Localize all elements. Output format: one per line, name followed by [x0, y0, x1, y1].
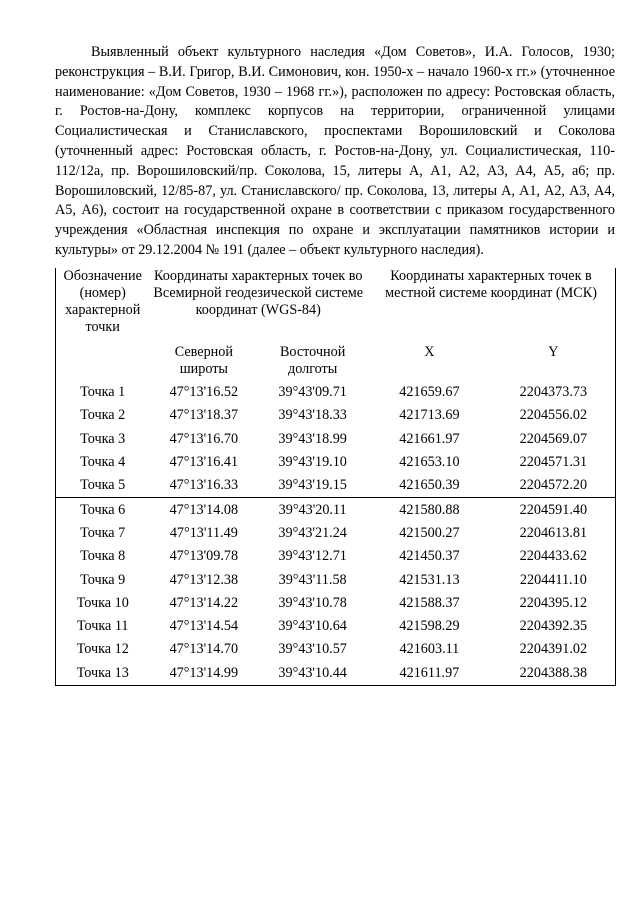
cell-x: 421500.27: [399, 524, 460, 541]
table-body: [56, 381, 616, 685]
cell-north: 47°13'16.52: [169, 384, 239, 401]
cell-x: 421580.88: [367, 498, 492, 522]
table-row: [56, 451, 616, 474]
cell-x: 421653.10: [399, 454, 460, 471]
cell-y: 2204569.07: [492, 428, 616, 451]
table-header-row: [56, 268, 616, 344]
cell-point: Точка 8: [56, 545, 150, 568]
cell-north: 47°13'16.70: [169, 430, 239, 447]
table-row: [56, 615, 616, 638]
cell-y: 2204391.02: [492, 638, 616, 661]
cell-east: 39°43'09.71: [278, 384, 347, 401]
header-msk: Координаты характерных точек в местной системе координат (МСК): [367, 268, 615, 344]
cell-north: 47°13'14.08: [149, 498, 258, 522]
cell-north: 47°13'11.49: [169, 524, 238, 541]
cell-north: 47°13'16.33: [169, 477, 239, 494]
cell-east: 39°43'19.10: [278, 454, 347, 471]
cell-y: 2204395.12: [492, 592, 616, 615]
cell-x: 421659.67: [399, 384, 460, 401]
cell-point: Точка 2: [56, 404, 150, 427]
table-row: [56, 522, 616, 545]
table-row: [56, 638, 616, 661]
cell-y: 2204433.62: [492, 545, 616, 568]
cell-east: 39°43'10.57: [278, 641, 347, 658]
cell-east: 39°43'12.71: [278, 548, 347, 565]
header-y: Y: [492, 344, 616, 381]
cell-y: 2204613.81: [492, 522, 616, 545]
header-north: Северной широты: [174, 344, 233, 377]
cell-east: 39°43'21.24: [278, 524, 347, 541]
cell-point: Точка 1: [56, 381, 150, 404]
cell-y: 2204411.10: [492, 568, 616, 591]
cell-point: Точка 6: [56, 498, 150, 522]
table-row: [56, 568, 616, 591]
cell-point: Точка 10: [56, 592, 150, 615]
coordinates-table: [55, 268, 616, 686]
header-x: X: [424, 344, 435, 360]
cell-y: 2204571.31: [492, 451, 616, 474]
cell-y: 2204556.02: [492, 404, 616, 427]
cell-point: Точка 5: [56, 474, 150, 498]
cell-x: 421661.97: [399, 430, 460, 447]
cell-east: 39°43'19.15: [278, 477, 347, 494]
table-row: [56, 545, 616, 568]
table-row: [56, 474, 616, 498]
cell-point: Точка 11: [56, 615, 150, 638]
cell-east: 39°43'18.33: [278, 407, 347, 424]
cell-north: 47°13'14.99: [149, 662, 258, 686]
cell-east: 39°43'10.78: [278, 594, 347, 611]
cell-y: 2204591.40: [492, 498, 616, 522]
cell-north: 47°13'14.22: [169, 594, 239, 611]
table-row: [56, 381, 616, 404]
cell-north: 47°13'12.38: [169, 571, 239, 588]
table-row: [56, 404, 616, 427]
cell-north: 47°13'18.37: [169, 407, 239, 424]
cell-y: 2204373.73: [492, 381, 616, 404]
cell-east: 39°43'20.11: [258, 498, 367, 522]
cell-north: 47°13'14.54: [169, 618, 239, 635]
header-east: Восточной долготы: [279, 344, 346, 377]
cell-point: Точка 3: [56, 428, 150, 451]
table-row: [56, 498, 616, 522]
cell-north: 47°13'14.70: [169, 641, 239, 658]
cell-point: Точка 12: [56, 638, 150, 661]
header-point-empty: [56, 344, 150, 381]
cell-y: 2204388.38: [492, 662, 616, 686]
cell-point: Точка 13: [56, 662, 150, 686]
cell-north: 47°13'16.41: [169, 454, 239, 471]
intro-paragraph: Выявленный объект культурного наследия «Дом Советов», И.А. Голосов, 1930; реконструкция – В.И. Григор, В.И. Симонович, кон. 1950-х – начало 1960-х гг.» (уточненное наименование: «Дом Советов, 1930 – 1968 гг.»), расположен по адресу: Ростовская область, г. Ростов-на-Дону, комплекс корпусов на территории, ограниченной улицами Социалистическая и Станиславского, проспектами Ворошиловский и Соколова (уточненный адрес: Ростовская область, г. Ростов-на-Дону, ул. Социалистическая, 110-112/12а, пр. Ворошиловский/пр. Соколова, 15, литеры А, А1, А2, А3, А4, А5, а6; пр. Ворошиловский, 12/85-87, ул. Станиславского/ пр. Соколова, 13, литеры А, А1, А2, А3, А4, А5, А6), состоит на государственной охране в соответствии с приказом государственного учреждения «Областная инспекция по охране и эксплуатации памятников истории и культуры» от 29.12.2004 № 191 (далее – объект культурного наследия).: [55, 44, 615, 258]
cell-east: 39°43'10.64: [278, 618, 347, 635]
table-subheader-row: [56, 344, 616, 381]
cell-east: 39°43'18.99: [278, 430, 347, 447]
cell-y: 2204392.35: [492, 615, 616, 638]
table-row: [56, 592, 616, 615]
cell-point: Точка 9: [56, 568, 150, 591]
cell-x: 421650.39: [399, 477, 460, 494]
table-row: [56, 428, 616, 451]
cell-east: 39°43'10.44: [258, 662, 367, 686]
cell-x: 421611.97: [367, 662, 492, 686]
cell-x: 421588.37: [399, 594, 460, 611]
cell-point: Точка 4: [56, 451, 150, 474]
table-row: [56, 662, 616, 686]
cell-x: 421598.29: [399, 618, 460, 635]
cell-y: 2204572.20: [492, 474, 616, 498]
cell-north: 47°13'09.78: [169, 548, 239, 565]
header-wgs: Координаты характерных точек во Всемирной геодезической системе координат (WGS-84): [153, 268, 364, 318]
cell-x: 421450.37: [399, 548, 460, 565]
cell-x: 421713.69: [399, 407, 460, 424]
cell-x: 421603.11: [399, 641, 460, 658]
header-point: Обозначение (номер) характерной точки: [56, 268, 150, 344]
cell-east: 39°43'11.58: [278, 571, 347, 588]
cell-x: 421531.13: [399, 571, 460, 588]
cell-point: Точка 7: [56, 522, 150, 545]
